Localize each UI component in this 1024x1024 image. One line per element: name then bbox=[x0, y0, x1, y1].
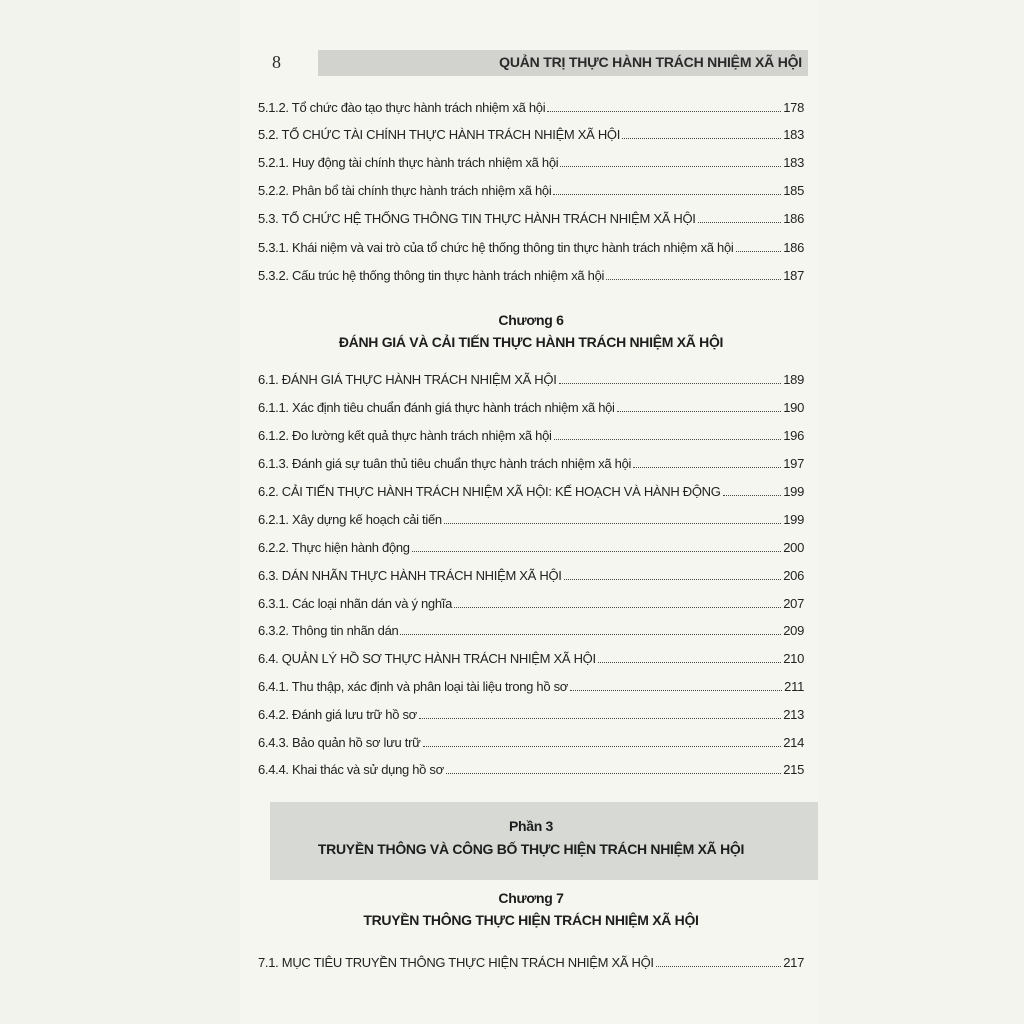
toc-entry-page: 187 bbox=[783, 268, 804, 283]
leader-dots bbox=[698, 221, 782, 223]
leader-dots bbox=[736, 250, 782, 252]
leader-dots bbox=[633, 466, 781, 468]
leader-dots bbox=[723, 494, 782, 496]
toc-entry bbox=[258, 651, 804, 669]
toc-entry-title: 6.1. ĐÁNH GIÁ THỰC HÀNH TRÁCH NHIỆM XÃ HỘI bbox=[258, 372, 557, 387]
leader-dots bbox=[554, 438, 782, 440]
toc-entry bbox=[258, 735, 804, 753]
toc-entry bbox=[258, 127, 804, 145]
toc-entry bbox=[258, 512, 804, 530]
toc-entry-title: 6.3. DÁN NHÃN THỰC HÀNH TRÁCH NHIỆM XÃ HỘI bbox=[258, 568, 562, 583]
toc-entry bbox=[258, 155, 804, 173]
leader-dots bbox=[564, 578, 782, 580]
toc-entry bbox=[258, 540, 804, 558]
leader-dots bbox=[419, 717, 781, 719]
toc-entry-page: 210 bbox=[783, 651, 804, 666]
leader-dots bbox=[412, 550, 781, 552]
toc-entry bbox=[258, 268, 804, 286]
toc-entry-page: 185 bbox=[783, 183, 804, 198]
toc-entry-title: 6.3.1. Các loại nhãn dán và ý nghĩa bbox=[258, 596, 453, 611]
toc-entry-page: 213 bbox=[783, 707, 804, 722]
toc-entry-title: 7.1. MỤC TIÊU TRUYỀN THÔNG THỰC HIỆN TRÁCH NHIỆM XÃ HỘI bbox=[258, 955, 654, 970]
toc-entry-title: 6.3.2. Thông tin nhãn dán bbox=[258, 623, 399, 638]
toc-entry-title: 5.1.2. Tổ chức đào tạo thực hành trách nhiệm xã hội bbox=[258, 100, 546, 115]
toc-entry bbox=[258, 596, 804, 614]
toc-entry-title: 5.2.2. Phân bổ tài chính thực hành trách nhiệm xã hội bbox=[258, 183, 552, 198]
toc-entry bbox=[258, 955, 804, 973]
toc-entry bbox=[258, 623, 804, 641]
leader-dots bbox=[570, 689, 782, 691]
leader-dots bbox=[559, 382, 782, 384]
chapter-label: Chương 7 bbox=[498, 890, 564, 906]
chapter-title: ĐÁNH GIÁ VÀ CẢI TIẾN THỰC HÀNH TRÁCH NHIỆM XÃ HỘI bbox=[338, 334, 724, 350]
toc-entry-title: 5.2.1. Huy động tài chính thực hành trách nhiệm xã hội bbox=[258, 155, 559, 170]
toc-entry-page: 178 bbox=[783, 100, 804, 115]
leader-dots bbox=[617, 410, 782, 412]
leader-dots bbox=[622, 137, 781, 139]
toc-entry-page: 209 bbox=[783, 623, 804, 638]
toc-entry-title: 6.4. QUẢN LÝ HỒ SƠ THỰC HÀNH TRÁCH NHIỆM XÃ HỘI bbox=[258, 651, 596, 666]
toc-entry-page: 215 bbox=[783, 762, 804, 777]
toc-entry-title: 6.1.1. Xác định tiêu chuẩn đánh giá thực hành trách nhiệm xã hội bbox=[258, 400, 615, 415]
toc-entry-title: 6.4.3. Bảo quản hồ sơ lưu trữ bbox=[258, 735, 421, 750]
toc-entry-page: 207 bbox=[783, 596, 804, 611]
leader-dots bbox=[547, 110, 781, 112]
toc-entry bbox=[258, 707, 804, 725]
leader-dots bbox=[553, 193, 781, 195]
toc-entry-title: 6.4.2. Đánh giá lưu trữ hồ sơ bbox=[258, 707, 417, 722]
toc-entry bbox=[258, 100, 804, 118]
toc-entry bbox=[258, 484, 804, 502]
toc-entry bbox=[258, 456, 804, 474]
leader-dots bbox=[598, 661, 781, 663]
toc-entry bbox=[258, 762, 804, 780]
toc-entry-page: 190 bbox=[783, 400, 804, 415]
toc-entry-title: 6.2.1. Xây dựng kế hoạch cải tiến bbox=[258, 512, 442, 527]
leader-dots bbox=[446, 772, 781, 774]
toc-entry-page: 217 bbox=[783, 955, 804, 970]
toc-entry-title: 5.3.1. Khái niệm và vai trò của tổ chức hệ thống thông tin thực hành trách nhiệm xã hội bbox=[258, 240, 734, 255]
leader-dots bbox=[444, 522, 781, 524]
chapter-label: Chương 6 bbox=[498, 312, 564, 328]
part-label: Phần 3 bbox=[508, 818, 554, 834]
toc-entry-title: 5.3. TỔ CHỨC HỆ THỐNG THÔNG TIN THỰC HÀNH TRÁCH NHIỆM XÃ HỘI bbox=[258, 211, 696, 226]
leader-dots bbox=[656, 965, 781, 967]
page-number: 8 bbox=[272, 52, 281, 72]
leader-dots bbox=[454, 606, 781, 608]
leader-dots bbox=[400, 633, 781, 635]
chapter-title: TRUYỀN THÔNG THỰC HIỆN TRÁCH NHIỆM XÃ HỘI bbox=[363, 912, 699, 928]
toc-entry-page: 199 bbox=[783, 512, 804, 527]
toc-entry-title: 6.1.3. Đánh giá sự tuân thủ tiêu chuẩn thực hành trách nhiệm xã hội bbox=[258, 456, 632, 471]
leader-dots bbox=[606, 278, 781, 280]
toc-entry-page: 214 bbox=[783, 735, 804, 750]
leader-dots bbox=[560, 165, 781, 167]
toc-entry-page: 189 bbox=[783, 372, 804, 387]
toc-entry-title: 6.1.2. Đo lường kết quả thực hành trách nhiệm xã hội bbox=[258, 428, 552, 443]
toc-entry-page: 183 bbox=[783, 127, 804, 142]
toc-entry-title: 6.4.1. Thu thập, xác định và phân loại tài liệu trong hồ sơ bbox=[258, 679, 569, 694]
toc-entry bbox=[258, 428, 804, 446]
toc-entry-page: 206 bbox=[783, 568, 804, 583]
part-title: TRUYỀN THÔNG VÀ CÔNG BỐ THỰC HIỆN TRÁCH NHIỆM XÃ HỘI bbox=[317, 841, 745, 857]
toc-entry-page: 211 bbox=[784, 679, 804, 694]
toc-entry-page: 186 bbox=[783, 211, 804, 226]
toc-entry bbox=[258, 372, 804, 390]
toc-entry-title: 6.4.4. Khai thác và sử dụng hồ sơ bbox=[258, 762, 444, 777]
toc-entry-page: 199 bbox=[783, 484, 804, 499]
toc-entry-page: 186 bbox=[783, 240, 804, 255]
leader-dots bbox=[423, 745, 782, 747]
toc-entry-page: 200 bbox=[783, 540, 804, 555]
toc-entry-page: 196 bbox=[783, 428, 804, 443]
toc-entry-title: 5.3.2. Cấu trúc hệ thống thông tin thực hành trách nhiệm xã hội bbox=[258, 268, 605, 283]
toc-entry-page: 183 bbox=[783, 155, 804, 170]
book-title: QUẢN TRỊ THỰC HÀNH TRÁCH NHIỆM XÃ HỘI bbox=[499, 54, 802, 70]
toc-entry bbox=[258, 211, 804, 229]
toc-entry bbox=[258, 400, 804, 418]
toc-entry-page: 197 bbox=[783, 456, 804, 471]
toc-entry bbox=[258, 679, 804, 697]
toc-entry-title: 6.2. CẢI TIẾN THỰC HÀNH TRÁCH NHIỆM XÃ HỘI: KẾ HOẠCH VÀ HÀNH ĐỘNG bbox=[258, 484, 721, 499]
toc-entry-title: 6.2.2. Thực hiện hành động bbox=[258, 540, 410, 555]
toc-entry bbox=[258, 568, 804, 586]
toc-entry-title: 5.2. TỔ CHỨC TÀI CHÍNH THỰC HÀNH TRÁCH NHIỆM XÃ HỘI bbox=[258, 127, 621, 142]
toc-entry bbox=[258, 183, 804, 201]
toc-entry bbox=[258, 240, 804, 258]
